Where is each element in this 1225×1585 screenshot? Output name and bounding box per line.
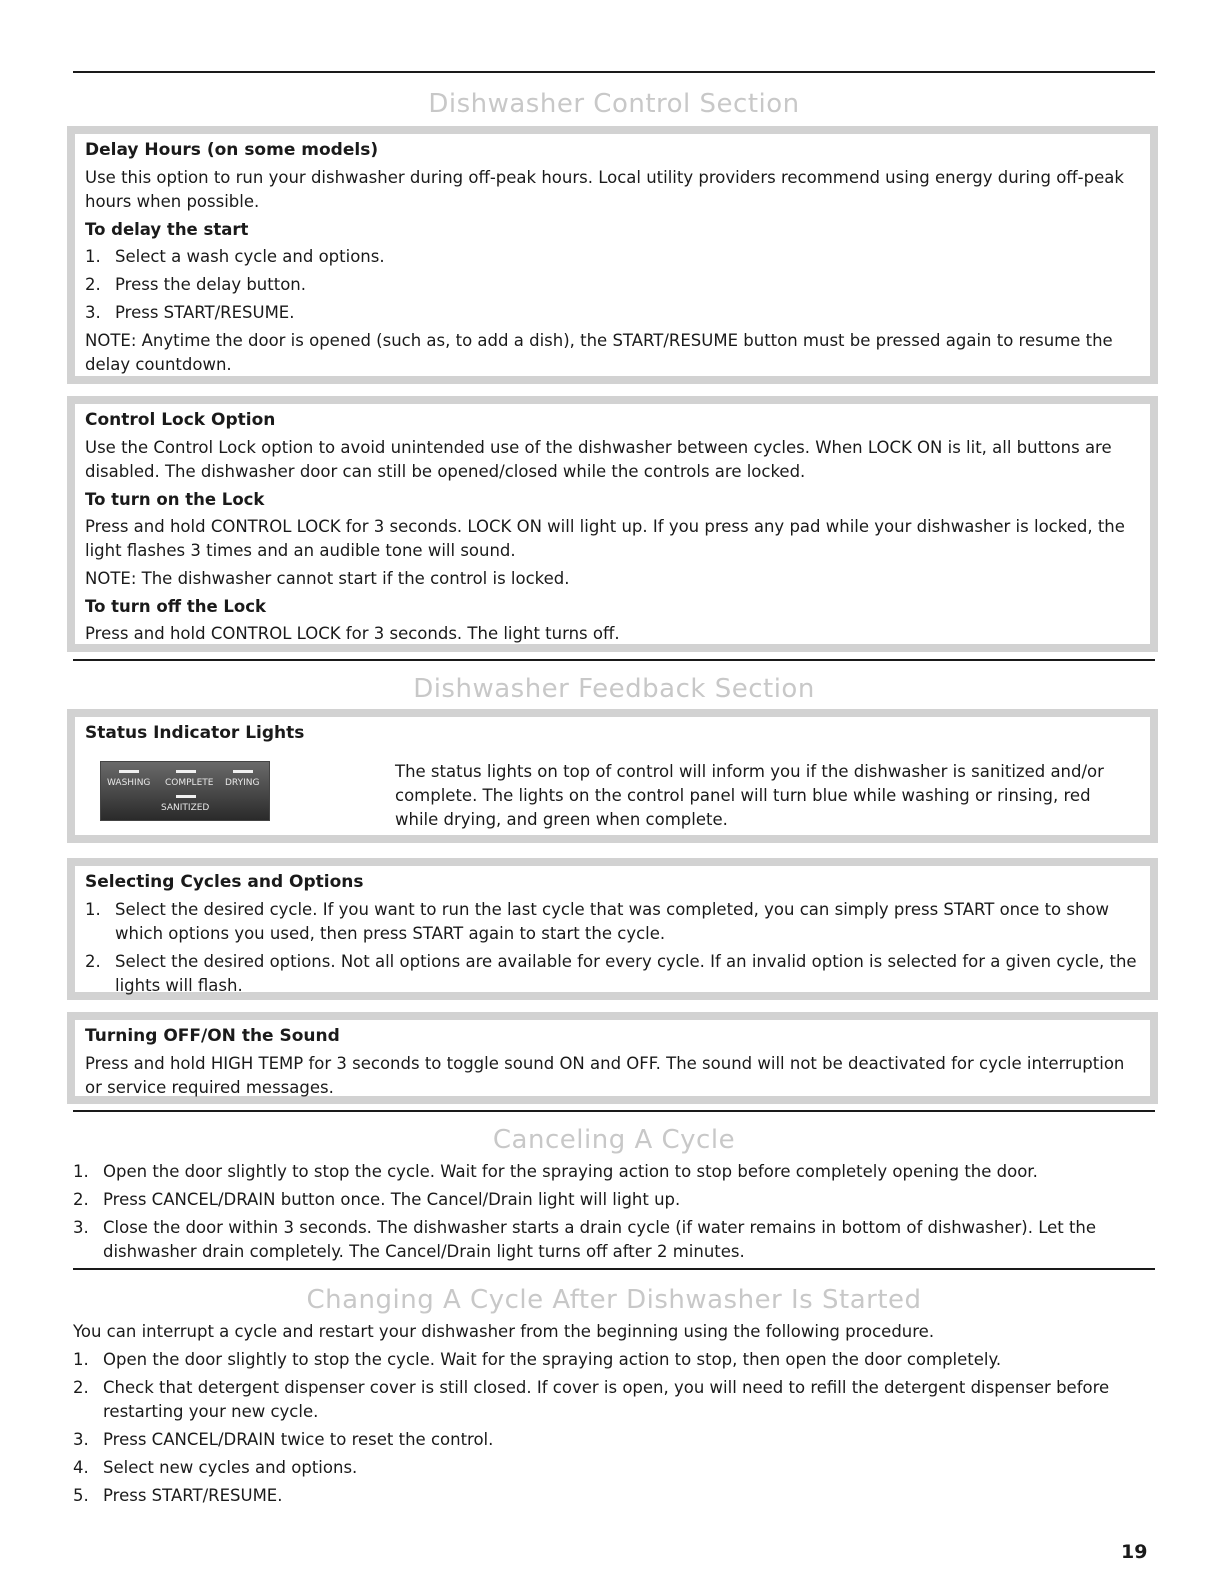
drying-label: DRYING (225, 778, 260, 788)
delay-steps (85, 245, 1140, 325)
control-lock-box (67, 396, 1158, 652)
list-item: 1. Open the door slightly to stop the cycle. Wait for the spraying action to stop, then open the door completely. (73, 1350, 1002, 1369)
delay-hours-box (67, 126, 1158, 384)
canceling-steps (73, 1160, 1155, 1264)
control-lock-title: Control Lock Option (85, 410, 276, 430)
list-item: 1. Select the desired cycle. If you want to run the last cycle that was completed, you can simply press START once to show which options you used, then press START again to start the cycle. (85, 900, 1110, 943)
complete-light-icon (176, 770, 196, 773)
list-item: 3. Close the door within 3 seconds. The dishwasher starts a drain cycle (if water remains in bottom of dishwasher). Let the dishwasher drain completely. The Cancel/Drain light turns off after 2 minutes. (73, 1218, 1097, 1261)
lock-note: NOTE: The dishwasher cannot start if the control is locked. (85, 569, 570, 588)
list-item: 1. Select a wash cycle and options. (85, 247, 385, 266)
washing-light-icon (119, 770, 139, 773)
list-item: 2. Select the desired options. Not all options are available for every cycle. If an invalid option is selected for a given cycle, the lights will flash. (85, 952, 1137, 995)
status-lights-text: The status lights on top of control will inform you if the dishwasher is sanitized and/or complete. The lights on the control panel will turn blue while washing or rinsing, red while drying, and green when complete. (395, 762, 1104, 829)
canceling-section-title: Canceling A Cycle (492, 1125, 736, 1155)
delay-note: NOTE: Anytime the door is opened (such as, to add a dish), the START/RESUME button must be pressed again to resume the delay countdown. (85, 331, 1113, 374)
sound-toggle-text: Press and hold HIGH TEMP for 3 seconds to toggle sound ON and OFF. The sound will not be deactivated for cycle interruption or service required messages. (85, 1054, 1125, 1097)
sanitized-label: SANITIZED (161, 803, 210, 813)
status-lights-title: Status Indicator Lights (85, 723, 305, 743)
lock-on-text: Press and hold CONTROL LOCK for 3 seconds. LOCK ON will light up. If you press any pad while your dishwasher is locked, the light flashes 3 times and an audible tone will sound. (85, 517, 1125, 560)
feedback-rule (73, 659, 1155, 661)
list-item: 1. Open the door slightly to stop the cycle. Wait for the spraying action to stop before completely opening the door. (73, 1162, 1038, 1181)
list-item: 5. Press START/RESUME. (73, 1486, 283, 1505)
page-number: 19 (1121, 1541, 1148, 1563)
lock-off-subhead: To turn off the Lock (85, 597, 267, 616)
status-lights-panel-image (100, 761, 270, 821)
sound-toggle-box (67, 1012, 1158, 1104)
washing-label: WASHING (107, 778, 151, 788)
control-lock-intro: Use the Control Lock option to avoid unintended use of the dishwasher between cycles. When LOCK ON is lit, all buttons are disabled. The dishwasher door can still be opened/closed while the controls are locked. (85, 438, 1112, 481)
delay-hours-intro: Use this option to run your dishwasher during off-peak hours. Local utility providers recommend using energy during off-peak hours when possible. (85, 168, 1124, 211)
sound-toggle-title: Turning OFF/ON the Sound (85, 1026, 340, 1046)
list-item: 3. Press CANCEL/DRAIN twice to reset the control. (73, 1430, 494, 1449)
lock-on-subhead: To turn on the Lock (85, 490, 265, 509)
changing-content (73, 1320, 1155, 1512)
status-lights-box (67, 709, 1158, 843)
list-item: 2. Press the delay button. (85, 275, 306, 294)
complete-label: COMPLETE (165, 778, 214, 788)
delay-subhead: To delay the start (85, 220, 249, 239)
selecting-steps (85, 898, 1140, 998)
list-item: 2. Press CANCEL/DRAIN button once. The Cancel/Drain light will light up. (73, 1190, 681, 1209)
list-item: 3. Press START/RESUME. (85, 303, 295, 322)
changing-steps (73, 1348, 1155, 1508)
changing-section-title: Changing A Cycle After Dishwasher Is Started (306, 1285, 922, 1315)
lock-off-text: Press and hold CONTROL LOCK for 3 seconds. The light turns off. (85, 624, 620, 643)
changing-rule (73, 1268, 1155, 1270)
selecting-cycles-box (67, 858, 1158, 1000)
changing-intro: You can interrupt a cycle and restart your dishwasher from the beginning using the following procedure. (73, 1322, 935, 1341)
list-item: 4. Select new cycles and options. (73, 1458, 358, 1477)
drying-light-icon (233, 770, 253, 773)
sanitized-light-icon (176, 795, 196, 798)
top-rule (73, 71, 1155, 73)
selecting-cycles-title: Selecting Cycles and Options (85, 872, 364, 892)
control-section-title: Dishwasher Control Section (428, 89, 800, 119)
delay-hours-title: Delay Hours (on some models) (85, 140, 379, 160)
canceling-content (73, 1160, 1155, 1268)
list-item: 2. Check that detergent dispenser cover is still closed. If cover is open, you will need to refill the detergent dispenser before restarting your new cycle. (73, 1378, 1110, 1421)
canceling-rule (73, 1110, 1155, 1112)
feedback-section-title: Dishwasher Feedback Section (413, 674, 815, 704)
